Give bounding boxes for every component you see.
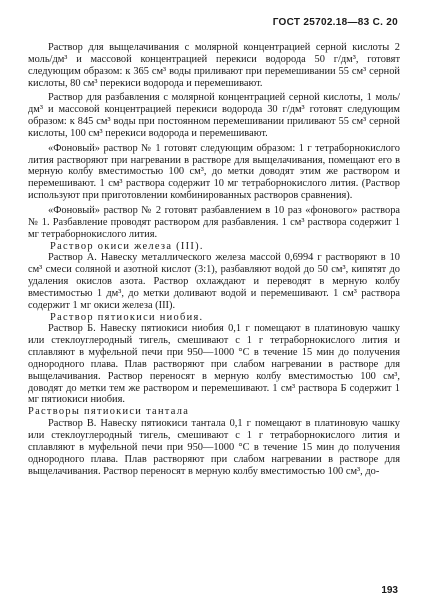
section-heading-niobium-oxide: Раствор пятиокиси ниобия. xyxy=(50,311,204,323)
section-heading-tantalum-oxide: Растворы пятиокиси тантала xyxy=(28,406,190,418)
paragraph-background-solution-1: «Фоновый» раствор № 1 готовят следующим образом: 1 г тетраборнокислого лития растворяют при нагревании в растворе для выщелачивания, помещают его в мерную колбу вместимостью 100 см³, до метки доводят этим же раствором и перемешивают. 1 см³ раствора содержит 10 мг тетраборнокислого лития. (Раствор используют при приготовлении комбинированных растворов сравнения). xyxy=(28,142,400,202)
paragraph-leaching-solution: Раствор для выщелачивания с молярной концентрацией серной кислоты 2 моль/дм³ и массовой концентрацией перекиси водорода 50 г/дм³, готовят следующим образом: к 365 см³ воды приливают при перемешивании 55 см³ серной кислоты, 80 см³ перекиси водорода и перемешивают. xyxy=(28,42,400,89)
page-number: 193 xyxy=(381,585,398,596)
section-heading-iron-oxide: Раствор окиси железа (III). xyxy=(50,240,204,252)
paragraph-dilution-solution: Раствор для разбавления с молярной концентрацией серной кислоты, 1 моль/дм³ и массовой концентрацией перекиси водорода 30 г/дм³ готовят следующим образом: к 845 см³ воды при постоянном перемешивании приливают 55 см³ серной кислоты, 100 см³ перекиси водорода и перемешивают. xyxy=(28,92,400,139)
page-header: ГОСТ 25702.18—83 С. 20 xyxy=(272,17,398,28)
document-body xyxy=(28,42,400,477)
paragraph-solution-v: Раствор В. Навеску пятиокиси тантала 0,1 г помещают в платиновую чашку или стеклоуглеродный тигель, смешивают с 1 г тетраборнокислого лития и сплавляют в муфельной печи при 950—1000 °С в течение 15 мин до получения однородного плава. Плав растворяют при слабом нагревании в растворе для выщелачивания. Раствор переносят в мерную колбу вместимостью 100 см³, до- xyxy=(28,418,400,477)
paragraph-solution-a: Раствор А. Навеску металлического железа массой 0,6994 г растворяют в 10 см³ смеси соляной и азотной кислот (3:1), разбавляют водой до 50 см³, кипятят до удаления окислов азота. Раствор охлаждают и переводят в мерную колбу вместимостью 1 дм³, до метки доливают водой и перемешивают. 1 см³ раствора содержит 1 мг окиси железа (III). xyxy=(28,252,400,311)
paragraph-background-solution-2: «Фоновый» раствор № 2 готовят разбавлением в 10 раз «фонового» раствора № 1. Разбавление проводят раствором для разбавления. 1 см³ раствора содержит 1 мг тетраборнокислого лития. xyxy=(28,204,400,240)
paragraph-solution-b: Раствор Б. Навеску пятиокиси ниобия 0,1 г помещают в платиновую чашку или стеклоуглеродный тигель, смешивают с 1 г тетраборнокислого лития и сплавляют в муфельной печи при 950—1000 °С в течение 15 мин до получения однородного плава. Плав растворяют при слабом нагревании в растворе для выщелачивания. Раствор переносят в мерную колбу вместимостью 100 см³, доводят до метки тем же раствором и перемешивают. 1 см³ раствора Б содержит 1 мг пятиокиси ниобия. xyxy=(28,323,400,406)
